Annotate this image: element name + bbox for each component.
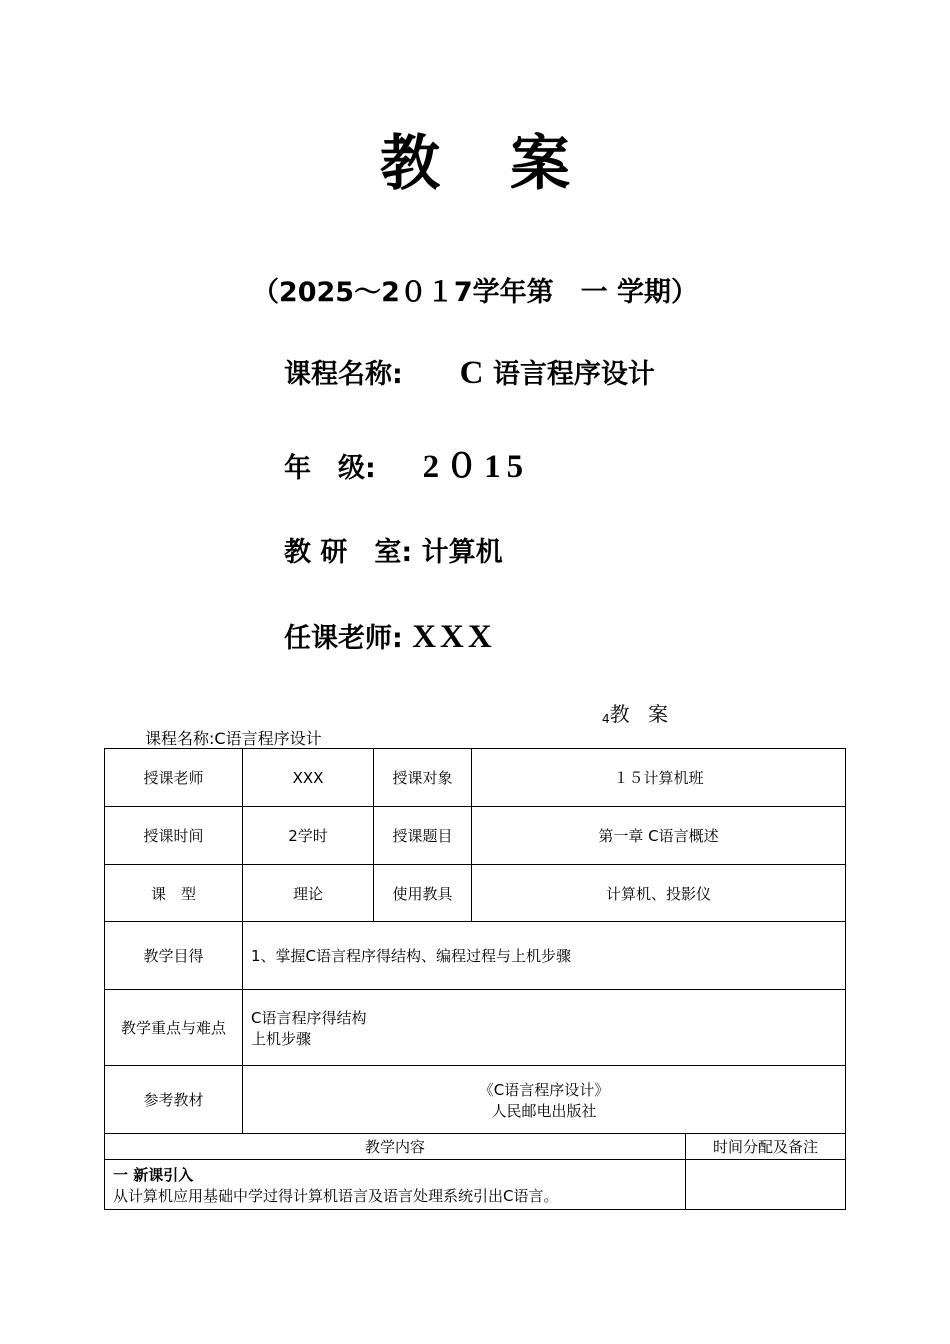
grade-label: 年 级: — [284, 453, 376, 484]
course-line: 课程名称:C语言程序设计 — [145, 729, 322, 748]
content-cell — [105, 1160, 686, 1210]
course-name-label: 课程名称: — [284, 359, 403, 390]
page-title: 教案 — [380, 129, 640, 199]
reference-value — [243, 1066, 846, 1134]
heading-mark: 4 — [602, 712, 610, 726]
teacher-label: 任课老师: — [284, 623, 403, 654]
cell-label: 授课老师 — [105, 749, 243, 807]
objective-value: 1、掌握C语言程序得结构、编程过程与上机步骤 — [243, 922, 846, 990]
table-row — [105, 1066, 846, 1134]
cell-value: 2学时 — [243, 807, 374, 865]
reference-publisher: 人民邮电出版社 — [491, 1101, 597, 1120]
cell-label: 授课时间 — [105, 807, 243, 865]
section-title: 一 新课引入 — [113, 1165, 194, 1184]
table-row — [105, 1134, 846, 1160]
table-row — [105, 807, 846, 865]
time-header: 时间分配及备注 — [686, 1134, 846, 1160]
reference-title: 《C语言程序设计》 — [478, 1080, 610, 1099]
lesson-info-table — [104, 748, 846, 1134]
table-row — [105, 749, 846, 807]
cell-value: XXX — [243, 749, 374, 807]
department-label: 教 研 室: — [284, 537, 413, 568]
cell-label: 使用教具 — [374, 865, 472, 922]
cell-value: 理论 — [243, 865, 374, 922]
section-text: 从计算机应用基础中学过得计算机语言及语言处理系统引出C语言。 — [113, 1186, 559, 1205]
table-row — [105, 990, 846, 1066]
course-name-value-rest: 语言程序设计 — [492, 359, 655, 390]
cell-label: 课 型 — [105, 865, 243, 922]
cell-label: 授课题目 — [374, 807, 472, 865]
content-header: 教学内容 — [105, 1134, 686, 1160]
keypoints-value — [243, 990, 846, 1066]
grade-value: 2０15 — [422, 449, 530, 485]
cell-value: １５计算机班 — [472, 749, 846, 807]
keypoint-line: C语言程序得结构 — [251, 1008, 367, 1027]
reference-label: 参考教材 — [105, 1066, 243, 1134]
heading-text: 教 案 — [609, 702, 674, 726]
course-name-row — [284, 352, 655, 392]
cell-value: 第一章 C语言概述 — [472, 807, 846, 865]
department-row — [284, 530, 503, 569]
grade-row — [284, 440, 529, 487]
term-line: （2025～2０１7学年第 一 学期） — [251, 277, 699, 308]
cell-label: 授课对象 — [374, 749, 472, 807]
lesson-plan-heading — [602, 698, 674, 727]
objective-label: 教学目得 — [105, 922, 243, 990]
course-name-value: C — [459, 355, 484, 391]
time-cell — [686, 1160, 846, 1210]
keypoints-label: 教学重点与难点 — [105, 990, 243, 1066]
table-row — [105, 1160, 846, 1210]
department-value: 计算机 — [421, 537, 503, 568]
teacher-row — [284, 616, 496, 656]
teacher-value: XXX — [412, 619, 496, 655]
keypoint-line: 上机步骤 — [251, 1029, 312, 1048]
table-row — [105, 865, 846, 922]
table-row — [105, 922, 846, 990]
teaching-content-table — [104, 1133, 846, 1210]
cell-value: 计算机、投影仪 — [472, 865, 846, 922]
